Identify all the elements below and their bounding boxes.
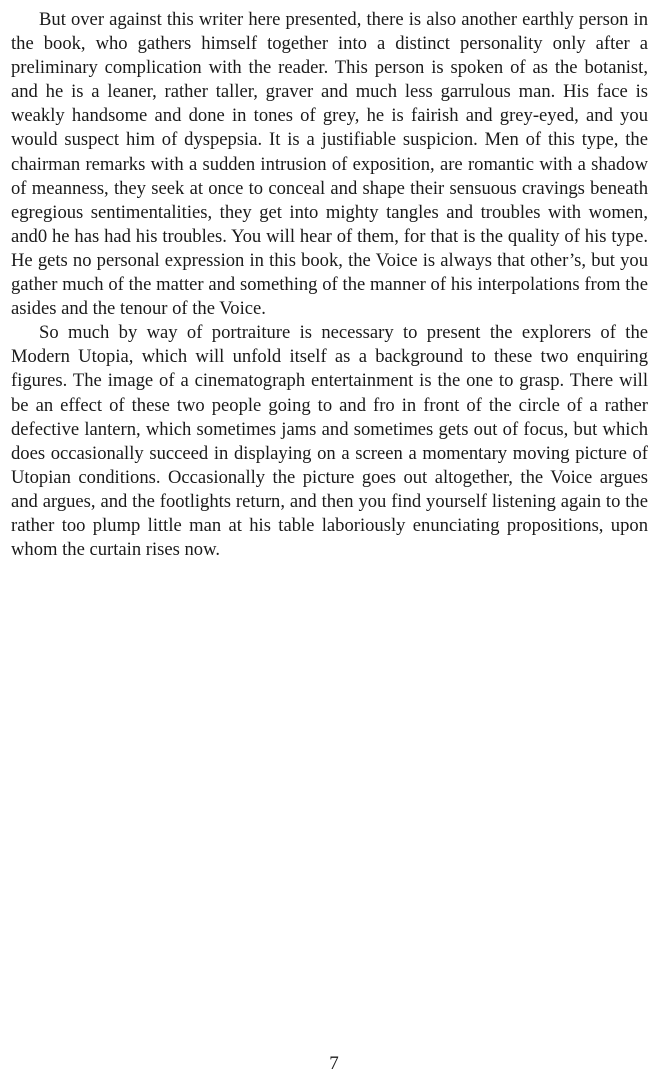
page-number: 7 <box>329 1053 339 1074</box>
paragraph: So much by way of portraiture is necessary to present the explorers of the Modern Utopia, which will unfold itself as a background to these two enquiring figures. The image of a cinematograph entertainment is the one to grasp. There will be an effect of these two people going to and fro in front of the circle of a rather defective lantern, which sometimes jams and sometimes gets out of focus, but which does occasionally succeed in displaying on a screen a momentary moving picture of Utopian conditions. Occasionally the picture goes out altogether, the Voice argues and argues, and the footlights return, and then you find yourself listening again to the rather too plump little man at his table laboriously enunciating propositions, upon whom the curtain rises now. <box>11 322 648 561</box>
paragraph: But over against this writer here presented, there is also another earthly person in the book, who gathers himself together into a distinct personality only after a preliminary complication with the reader. This person is spoken of as the botanist, and he is a leaner, rather taller, graver and much less garrulous man. His face is weakly handsome and done in tones of grey, he is fairish and grey-eyed, and you would suspect him of dyspepsia. It is a justifiable suspicion. Men of this type, the chairman remarks with a sudden intrusion of exposition, are romantic with a shadow of meanness, they seek at once to conceal and shape their sensuous cravings beneath egregious sentimentalities, they get into mighty tangles and troubles with women, and0 he has had his troubles. You will hear of them, for that is the quality of his type. He gets no personal expression in this book, the Voice is always that other’s, but you gather much of the matter and something of the manner of his interpolations from the asides and the tenour of the Voice. <box>11 9 648 320</box>
page-body <box>11 8 648 562</box>
